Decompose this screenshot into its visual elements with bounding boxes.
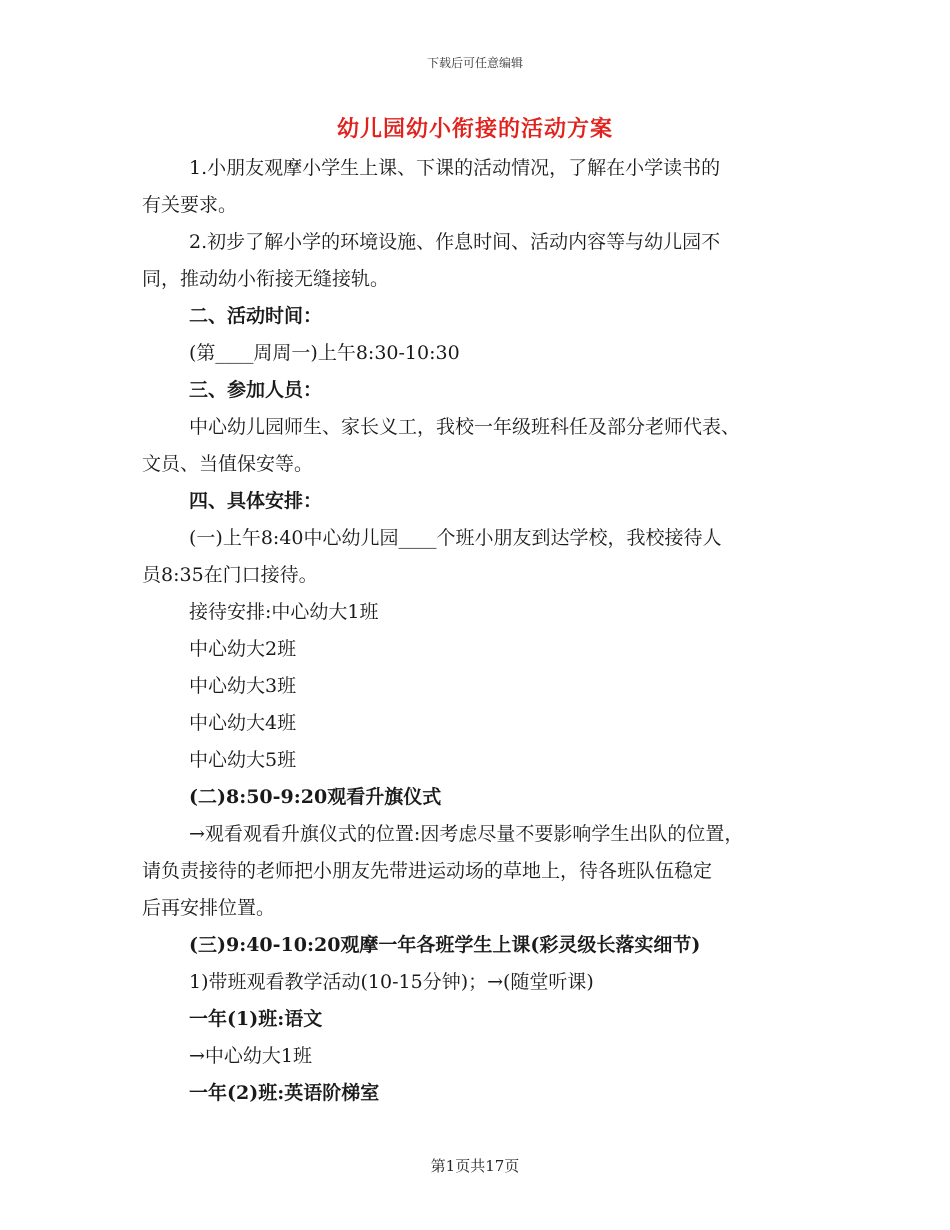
page-footer: 第1页共17页 [430, 1157, 520, 1175]
body-line: 1.小朋友观摩小学生上课、下课的活动情况，了解在小学读书的 [189, 157, 721, 179]
class-heading: 一年(2)班:英语阶梯室 [189, 1082, 380, 1104]
section-heading: 三、参加人员： [189, 379, 323, 401]
body-line: →中心幼大1班 [189, 1045, 313, 1067]
body-line: 中心幼大4班 [189, 712, 297, 734]
body-line: 中心幼儿园师生、家长义工，我校一年级班科任及部分老师代表、 [189, 416, 741, 438]
body-line: 有关要求。 [142, 194, 238, 216]
body-line: 中心幼大5班 [189, 749, 297, 771]
body-line: 文员、当值保安等。 [142, 453, 314, 475]
body-line: 中心幼大3班 [189, 675, 297, 697]
header-note: 下载后可任意编辑 [426, 56, 523, 70]
body-line: →观看观看升旗仪式的位置:因考虑尽量不要影响学生出队的位置， [189, 823, 744, 845]
body-line: (第____周周一)上午8:30-10:30 [189, 342, 460, 364]
subsection-heading: (三)9:40-10:20观摩一年各班学生上课(彩灵级长落实细节) [189, 934, 701, 956]
body-line: 员8:35在门口接待。 [142, 564, 318, 586]
body-line: 2.初步了解小学的环境设施、作息时间、活动内容等与幼儿园不 [189, 231, 721, 253]
document-body [142, 150, 810, 1112]
body-line: 后再安排位置。 [142, 897, 276, 919]
document-title: 幼儿园幼小衔接的活动方案 [336, 116, 613, 142]
class-heading: 一年(1)班:语文 [189, 1008, 323, 1030]
body-line: 接待安排:中心幼大1班 [189, 601, 379, 623]
body-line: 中心幼大2班 [189, 638, 297, 660]
section-heading: 二、活动时间： [189, 305, 323, 327]
body-line: (一)上午8:40中心幼儿园____个班小朋友到达学校，我校接待人 [189, 527, 722, 549]
subsection-heading: (二)8:50-9:20观看升旗仪式 [189, 786, 442, 808]
body-line: 请负责接待的老师把小朋友先带进运动场的草地上，待各班队伍稳定 [142, 860, 713, 882]
body-line: 1)带班观看教学活动(10-15分钟)；→(随堂听课) [189, 971, 594, 993]
body-line: 同，推动幼小衔接无缝接轨。 [142, 268, 390, 290]
section-heading: 四、具体安排： [189, 490, 323, 512]
